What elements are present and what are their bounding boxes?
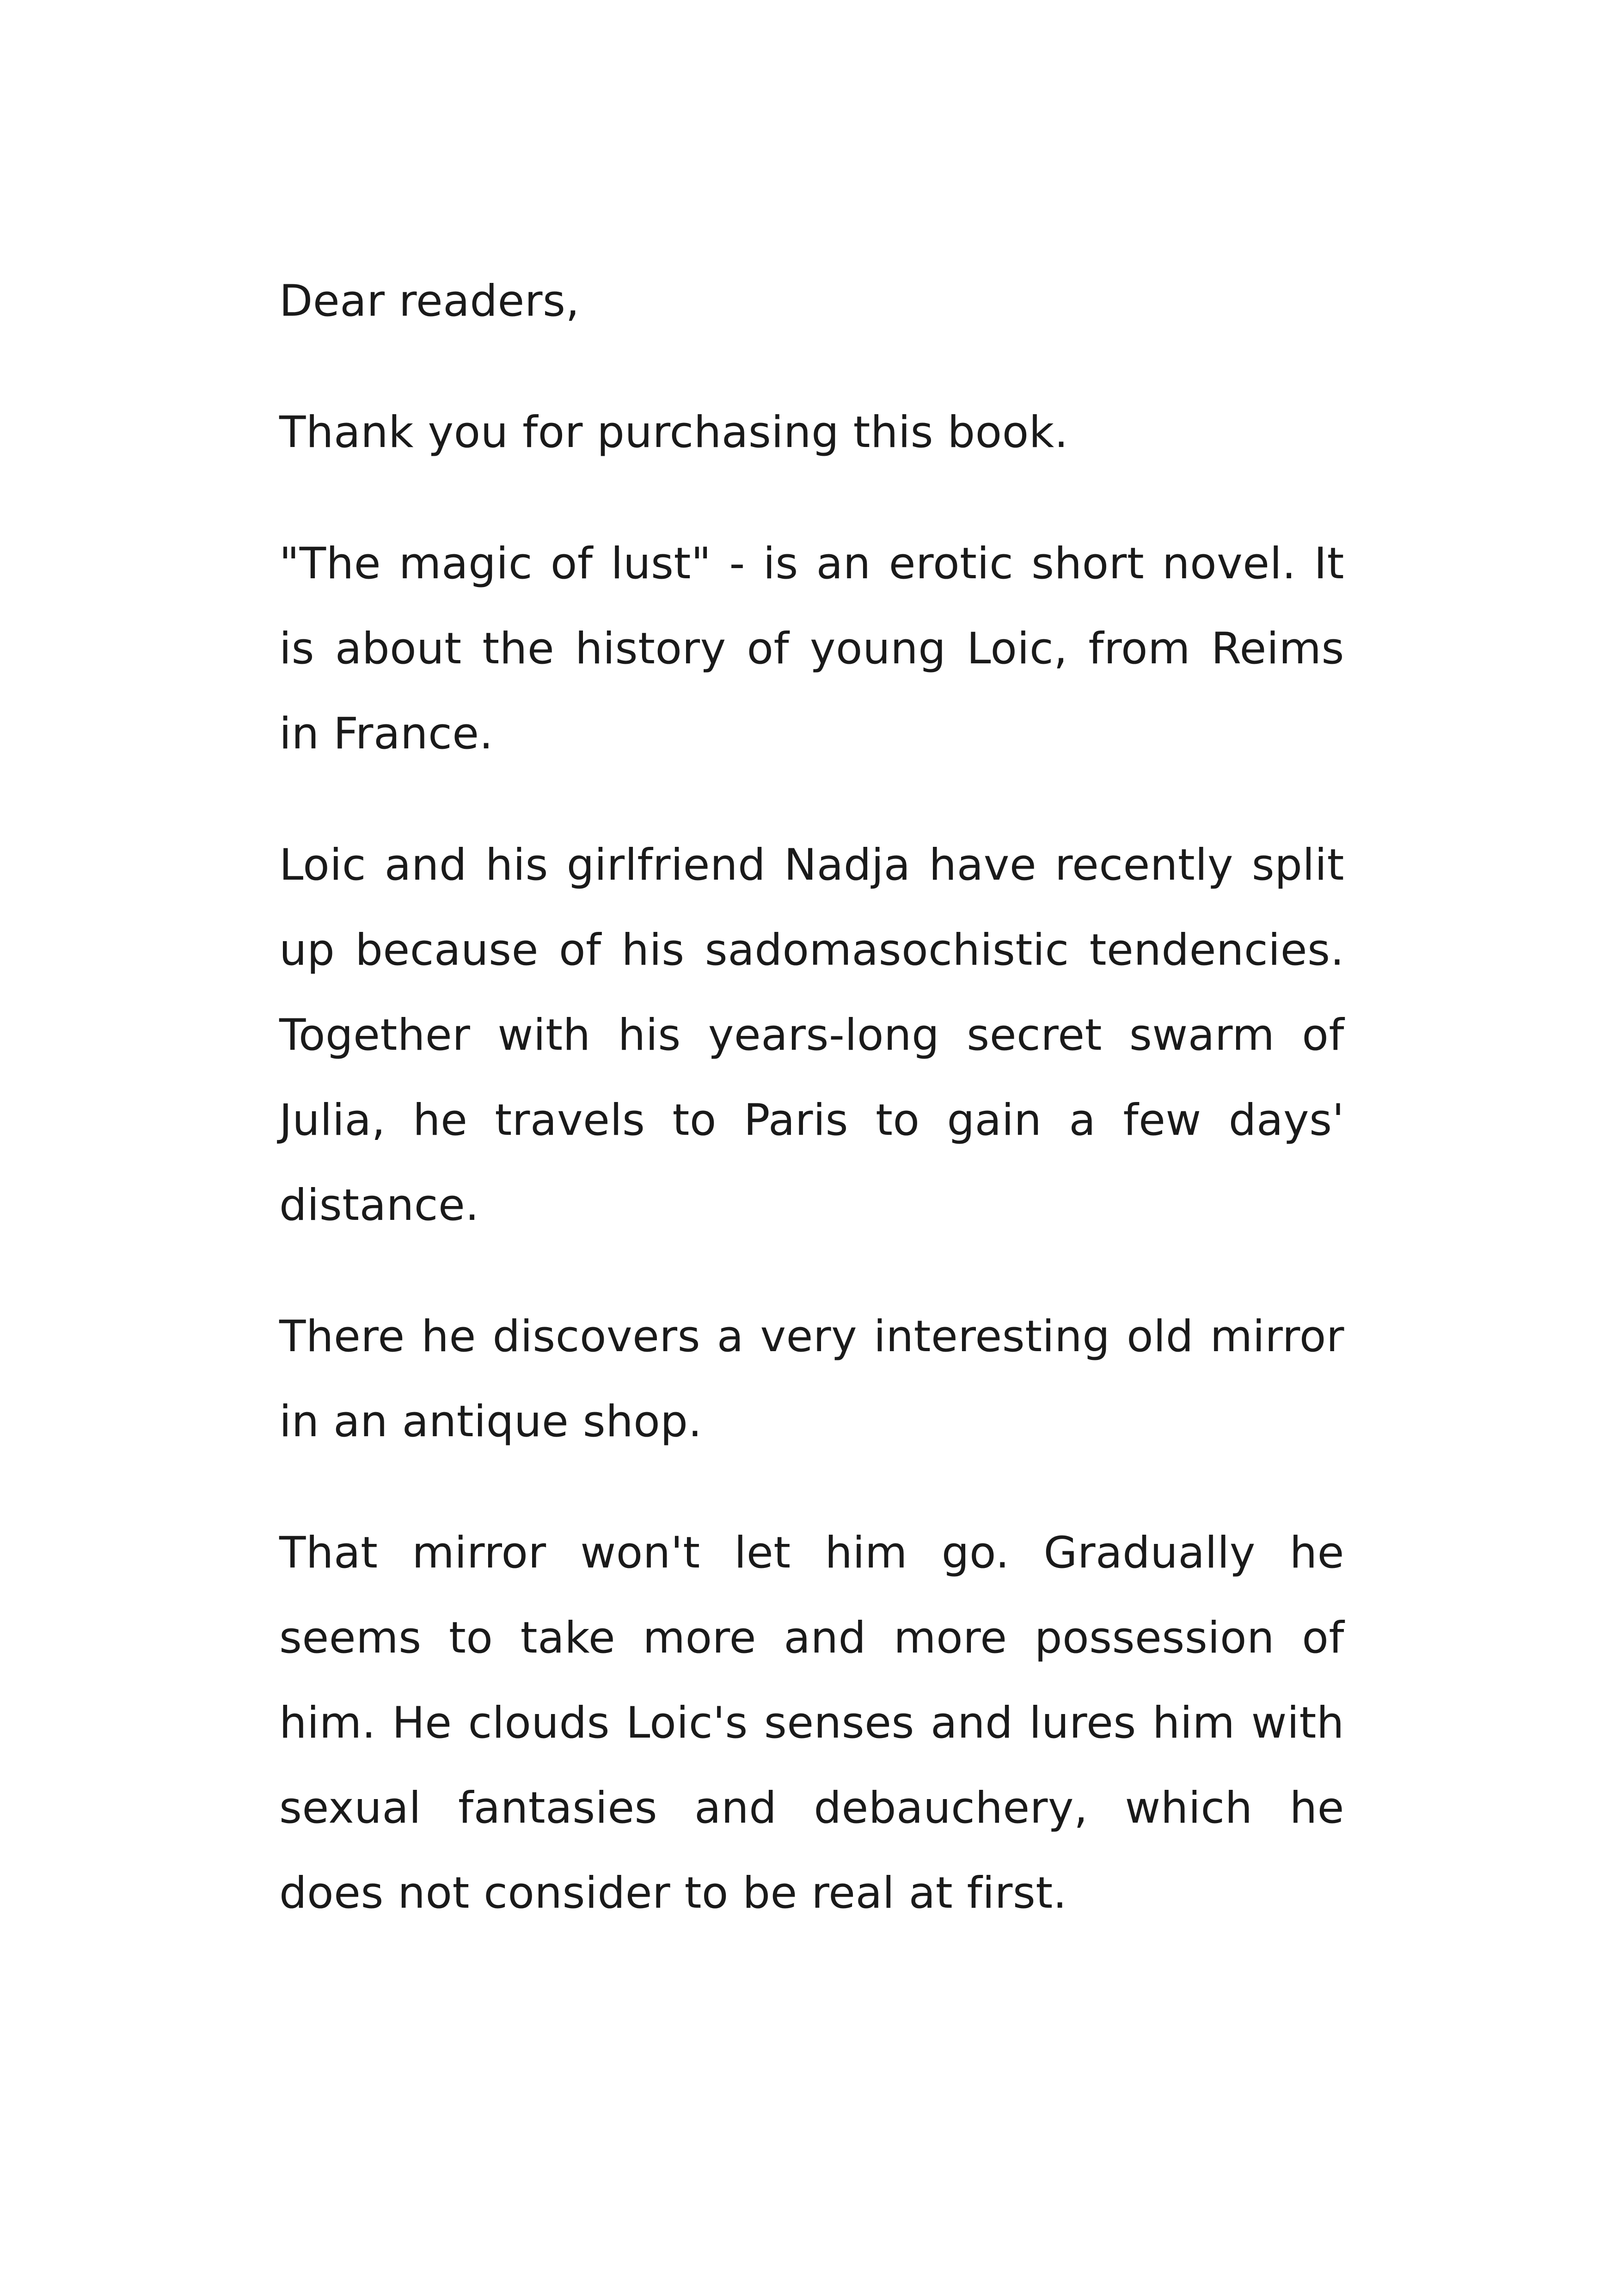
paragraph-thanks: Thank you for purchasing this book. — [279, 407, 1069, 458]
letter-body — [279, 259, 1344, 1982]
paragraph-plot-setup: Loic and his girlfriend Nadja have recently split up because of his sadomasochistic tendencies. Together with his years-long secret swarm of Julia, he travels to Paris to gain a few days' distance. — [279, 840, 1344, 1231]
paragraph-mirror-influence: That mirror won't let him go. Gradually he seems to take more and more possession of him. He clouds Loic's senses and lures him with sexual fantasies and debauchery, which he does not consider to be real at first. — [279, 1528, 1344, 1918]
paragraph-intro: "The magic of lust" - is an erotic short novel. It is about the history of young Loic, from Reims in France. — [279, 539, 1344, 759]
greeting: Dear readers, — [279, 276, 580, 326]
paragraph-mirror-discovery: There he discovers a very interesting old mirror in an antique shop. — [279, 1311, 1344, 1447]
